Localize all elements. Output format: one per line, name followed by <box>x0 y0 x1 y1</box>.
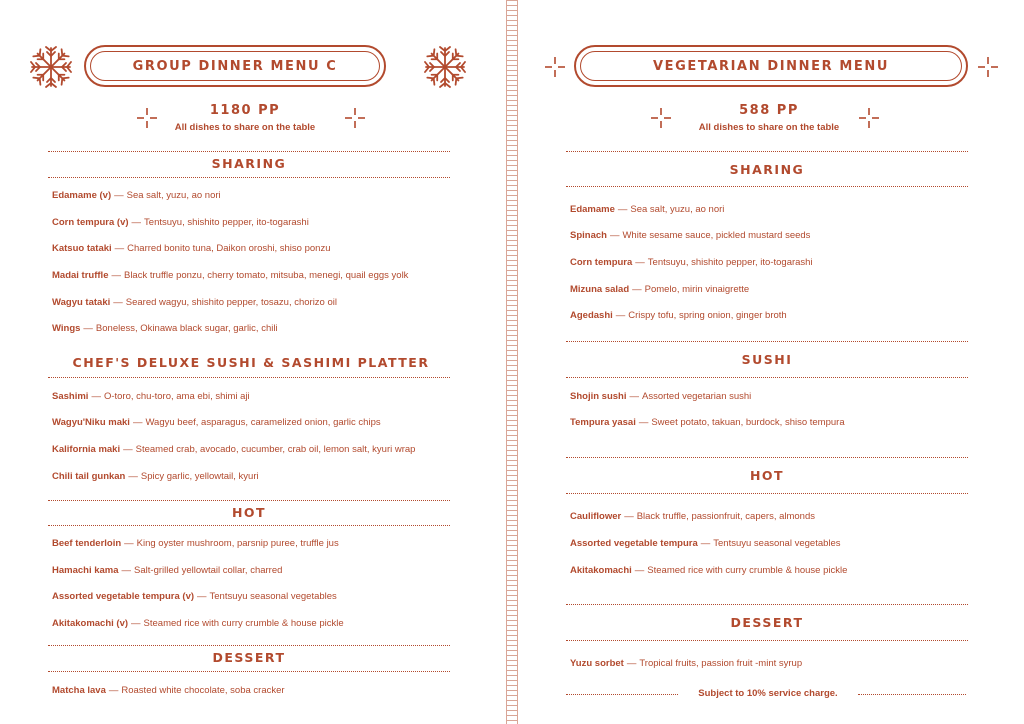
menu-title: GROUP DINNER MENU C <box>90 51 380 81</box>
dish-name: Kalifornia maki <box>52 444 121 455</box>
dish-name: Corn tempura (v) <box>52 217 129 228</box>
dotted-divider <box>48 377 450 378</box>
dish-description: Charred bonito tuna, Daikon oroshi, shiso ponzu <box>127 243 331 254</box>
dish-name: Tempura yasai <box>570 417 636 428</box>
dish-description: Seared wagyu, shishito pepper, tosazu, chorizo oil <box>125 297 337 308</box>
menu-item: Katsuo tataki — Charred bonito tuna, Daikon oroshi, shiso ponzu <box>52 243 331 254</box>
dish-description: Steamed crab, avocado, cucumber, crab oil, lemon salt, kyuri wrap <box>135 444 416 455</box>
snowflake-icon <box>30 46 72 88</box>
dish-description: Assorted vegetarian sushi <box>641 391 752 402</box>
dish-description: Steamed rice with curry crumble & house pickle <box>143 618 344 629</box>
dotted-divider <box>566 377 968 378</box>
section-title-sharing: SHARING <box>211 156 287 171</box>
dish-name: Akitakomachi <box>570 565 632 576</box>
dotted-divider <box>566 493 968 494</box>
menu-item: Beef tenderloin — King oyster mushroom, parsnip puree, truffle jus <box>52 538 339 549</box>
dotted-divider <box>48 671 450 672</box>
price: 1180 PP <box>209 103 281 118</box>
dish-name: Akitakomachi (v) <box>52 618 129 629</box>
service-charge-note: Subject to 10% service charge. <box>698 688 838 699</box>
menu-item: Corn tempura (v) — Tentsuyu, shishito pepper, ito-togarashi <box>52 217 309 228</box>
snowflake-icon <box>424 46 466 88</box>
menu-item: Hamachi kama — Salt-grilled yellowtail collar, charred <box>52 565 283 576</box>
menu-item: Wings — Boneless, Okinawa black sugar, garlic, chili <box>52 323 278 334</box>
dish-description: Black truffle ponzu, cherry tomato, mitsuba, menegi, quail eggs yolk <box>123 270 409 281</box>
sparkle-icon <box>858 107 880 129</box>
dish-description: Sea salt, yuzu, ao nori <box>126 190 221 201</box>
dish-name: Wagyu'Niku maki <box>52 417 130 428</box>
dish-description: Boneless, Okinawa black sugar, garlic, chili <box>95 323 278 334</box>
dotted-divider <box>566 604 968 605</box>
dish-name: Matcha lava <box>52 685 106 696</box>
menu-item: Cauliflower — Black truffle, passionfruit, capers, almonds <box>570 511 815 522</box>
right-menu-page <box>518 0 1024 724</box>
sparkle-icon <box>977 56 999 78</box>
dish-description: Pomelo, mirin vinaigrette <box>644 284 750 295</box>
dish-name: Edamame <box>570 204 615 215</box>
dish-name: Assorted vegetable tempura <box>570 538 698 549</box>
dotted-divider <box>566 694 678 695</box>
menu-item: Yuzu sorbet — Tropical fruits, passion fruit -mint syrup <box>570 658 803 669</box>
dotted-divider <box>48 177 450 178</box>
dish-description: Tentsuyu, shishito pepper, ito-togarashi <box>647 257 813 268</box>
dish-description: Spicy garlic, yellowtail, kyuri <box>140 471 259 482</box>
menu-item: Sashimi — O-toro, chu-toro, ama ebi, shimi aji <box>52 391 250 402</box>
dotted-divider <box>566 640 968 641</box>
left-menu-page <box>0 0 506 724</box>
dotted-divider <box>48 151 450 152</box>
dish-name: Wings <box>52 323 81 334</box>
dish-name: Corn tempura <box>570 257 633 268</box>
menu-item: Assorted vegetable tempura (v) — Tentsuyu seasonal vegetables <box>52 591 337 602</box>
dish-description: Wagyu beef, asparagus, caramelized onion, garlic chips <box>145 417 381 428</box>
dish-name: Katsuo tataki <box>52 243 112 254</box>
menu-item: Chili tail gunkan — Spicy garlic, yellowtail, kyuri <box>52 471 259 482</box>
dish-name: Mizuna salad <box>570 284 630 295</box>
dish-description: Roasted white chocolate, soba cracker <box>121 685 285 696</box>
dotted-divider <box>566 457 968 458</box>
menu-item: Tempura yasai — Sweet potato, takuan, burdock, shiso tempura <box>570 417 845 428</box>
menu-title: VEGETARIAN DINNER MENU <box>580 51 962 81</box>
menu-item: Akitakomachi (v) — Steamed rice with curry crumble & house pickle <box>52 618 344 629</box>
dish-description: Sea salt, yuzu, ao nori <box>630 204 725 215</box>
section-title-sharing: SHARING <box>729 162 805 177</box>
dish-name: Assorted vegetable tempura (v) <box>52 591 195 602</box>
menu-item: Edamame — Sea salt, yuzu, ao nori <box>570 204 725 215</box>
dish-description: Tropical fruits, passion fruit -mint syrup <box>639 658 803 669</box>
title-frame <box>574 45 968 87</box>
dish-description: Tentsuyu, shishito pepper, ito-togarashi <box>144 217 309 228</box>
section-title-sushi: SUSHI <box>741 352 793 367</box>
menu-item: Edamame (v) — Sea salt, yuzu, ao nori <box>52 190 221 201</box>
price: 588 PP <box>739 103 799 118</box>
menu-item: Agedashi — Crispy tofu, spring onion, ginger broth <box>570 310 787 321</box>
section-title-dessert: DESSERT <box>730 615 804 630</box>
menu-item: Matcha lava — Roasted white chocolate, soba cracker <box>52 685 285 696</box>
dish-description: Tentsuyu seasonal vegetables <box>209 591 337 602</box>
dish-description: White sesame sauce, pickled mustard seeds <box>622 230 811 241</box>
dotted-divider <box>566 341 968 342</box>
menu-item: Kalifornia maki — Steamed crab, avocado, cucumber, crab oil, lemon salt, kyuri wrap <box>52 444 416 455</box>
dish-name: Beef tenderloin <box>52 538 122 549</box>
dish-name: Chili tail gunkan <box>52 471 126 482</box>
section-title-hot: HOT <box>231 505 267 520</box>
dish-name: Edamame (v) <box>52 190 112 201</box>
section-title-platter: CHEF'S DELUXE SUSHI & SASHIMI PLATTER <box>72 355 430 370</box>
dish-name: Wagyu tataki <box>52 297 111 308</box>
title-frame <box>84 45 386 87</box>
dish-name: Cauliflower <box>570 511 622 522</box>
price-note: All dishes to share on the table <box>698 122 840 133</box>
dish-description: Steamed rice with curry crumble & house pickle <box>647 565 848 576</box>
menu-item: Madai truffle — Black truffle ponzu, cherry tomato, mitsuba, menegi, quail eggs yolk <box>52 270 409 281</box>
dish-name: Sashimi <box>52 391 89 402</box>
price-note: All dishes to share on the table <box>174 122 316 133</box>
dotted-divider <box>566 186 968 187</box>
dish-description: Crispy tofu, spring onion, ginger broth <box>628 310 787 321</box>
menu-item: Corn tempura — Tentsuyu, shishito pepper, ito-togarashi <box>570 257 813 268</box>
section-title-hot: HOT <box>749 468 785 483</box>
dotted-divider <box>48 500 450 501</box>
dish-name: Hamachi kama <box>52 565 119 576</box>
menu-item: Akitakomachi — Steamed rice with curry crumble & house pickle <box>570 565 848 576</box>
dotted-divider <box>858 694 966 695</box>
dish-description: O-toro, chu-toro, ama ebi, shimi aji <box>103 391 250 402</box>
dish-description: Sweet potato, takuan, burdock, shiso tempura <box>651 417 845 428</box>
menu-item: Shojin sushi — Assorted vegetarian sushi <box>570 391 752 402</box>
dish-description: Salt-grilled yellowtail collar, charred <box>134 565 283 576</box>
dish-name: Madai truffle <box>52 270 109 281</box>
dish-name: Yuzu sorbet <box>570 658 624 669</box>
menu-item: Mizuna salad — Pomelo, mirin vinaigrette <box>570 284 750 295</box>
dotted-divider <box>48 645 450 646</box>
menu-item: Wagyu'Niku maki — Wagyu beef, asparagus, caramelized onion, garlic chips <box>52 417 381 428</box>
dish-description: Black truffle, passionfruit, capers, almonds <box>636 511 815 522</box>
dish-description: King oyster mushroom, parsnip puree, truffle jus <box>136 538 339 549</box>
dotted-divider <box>48 525 450 526</box>
sparkle-icon <box>544 56 566 78</box>
dish-name: Shojin sushi <box>570 391 627 402</box>
sparkle-icon <box>344 107 366 129</box>
dish-description: Tentsuyu seasonal vegetables <box>713 538 841 549</box>
dish-name: Spinach <box>570 230 607 241</box>
section-title-dessert: DESSERT <box>212 650 286 665</box>
dotted-divider <box>566 151 968 152</box>
dish-name: Agedashi <box>570 310 613 321</box>
menu-item: Spinach — White sesame sauce, pickled mustard seeds <box>570 230 811 241</box>
menu-item: Wagyu tataki — Seared wagyu, shishito pepper, tosazu, chorizo oil <box>52 297 337 308</box>
menu-item: Assorted vegetable tempura — Tentsuyu seasonal vegetables <box>570 538 841 549</box>
page-spine <box>506 0 518 724</box>
